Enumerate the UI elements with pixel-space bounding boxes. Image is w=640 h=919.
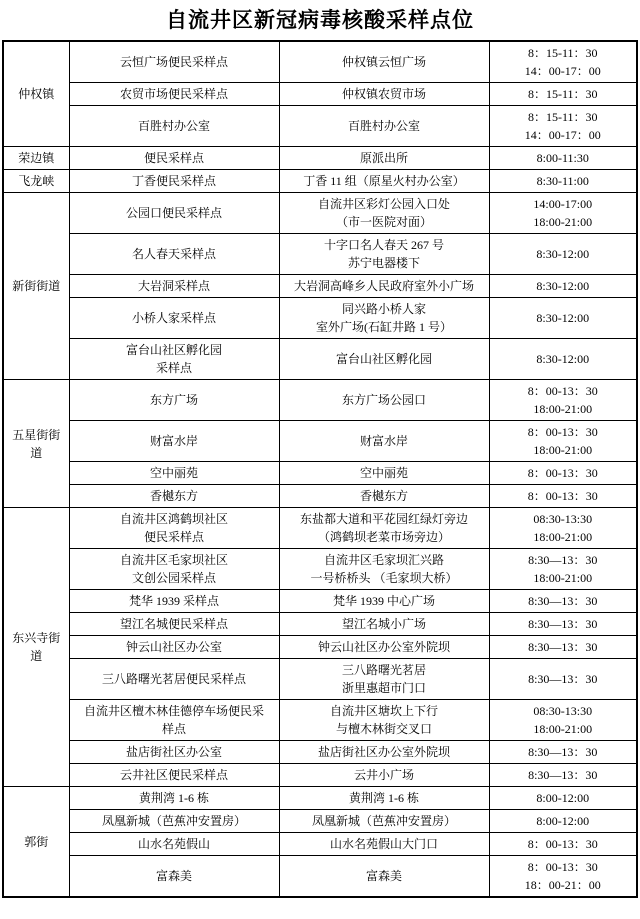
table-row <box>3 856 637 898</box>
address-line: 云井小广场 <box>353 768 414 783</box>
address-cell <box>279 508 489 549</box>
time-line: 8:00-11:30 <box>536 151 589 166</box>
sampling-points-table <box>2 40 638 898</box>
address-line: 自流井区彩灯公园入口处 <box>317 197 450 212</box>
time-cell <box>489 41 637 83</box>
address-cell <box>279 549 489 590</box>
address-cell <box>279 659 489 700</box>
address-line: 望江名城小广场 <box>341 617 426 632</box>
site-name-line: 钟云山社区办公室 <box>125 640 222 655</box>
time-cell <box>489 856 637 898</box>
time-line: 8:30—13：30 <box>528 640 598 655</box>
site-name-line: 山水名苑假山 <box>137 837 210 852</box>
table-row <box>3 170 637 193</box>
address-line: 丁香 11 组（原星火村办公室） <box>303 174 465 189</box>
address-line: 自流井区毛家坝汇兴路 <box>323 553 444 568</box>
time-cell <box>489 234 637 275</box>
address-cell <box>279 485 489 508</box>
time-line: 8:30-12:00 <box>536 247 590 262</box>
site-name-line: 梵华 1939 采样点 <box>128 594 219 609</box>
table-row <box>3 613 637 636</box>
site-name-line: 黄荆湾 1-6 栋 <box>139 791 209 806</box>
time-line: 8：15-11：30 <box>527 46 598 61</box>
time-line: 8:30-11:00 <box>536 174 589 189</box>
time-line: 8：15-11：30 <box>527 87 598 102</box>
district-cell: 东兴寺街道 <box>3 508 69 787</box>
site-name-cell <box>69 764 279 787</box>
district-cell: 新街街道 <box>3 193 69 380</box>
time-line: 8:00-12:00 <box>536 791 590 806</box>
site-name-line: 大岩洞采样点 <box>137 279 210 294</box>
site-name-cell <box>69 549 279 590</box>
time-line: 18:00-21:00 <box>533 530 593 545</box>
address-line: 梵华 1939 中心广场 <box>332 594 435 609</box>
time-cell <box>489 485 637 508</box>
address-line: （鸿鹤坝老菜市场旁边） <box>317 530 450 545</box>
time-line: 8:30—13：30 <box>528 768 598 783</box>
time-line: 08:30-13:30 <box>533 704 593 719</box>
address-line: 十字口名人春天 267 号 <box>323 238 444 253</box>
table-row <box>3 83 637 106</box>
time-line: 8：00-13：30 <box>527 860 598 875</box>
site-name-cell <box>69 787 279 810</box>
time-cell <box>489 741 637 764</box>
site-name-cell <box>69 193 279 234</box>
site-name-line: 采样点 <box>155 361 192 376</box>
site-name-cell <box>69 83 279 106</box>
time-line: 8:30—13：30 <box>528 594 598 609</box>
time-cell <box>489 810 637 833</box>
address-line: 富台山社区孵化园 <box>335 352 432 367</box>
site-name-line: 名人春天采样点 <box>131 247 216 262</box>
site-name-line: 样点 <box>161 722 186 737</box>
address-cell <box>279 380 489 421</box>
site-name-cell <box>69 810 279 833</box>
table-row <box>3 549 637 590</box>
address-line: 原派出所 <box>359 151 408 166</box>
table-row <box>3 764 637 787</box>
site-name-cell <box>69 298 279 339</box>
time-line: 8:30—13：30 <box>528 553 598 568</box>
time-line: 8:30—13：30 <box>528 617 598 632</box>
address-line: 东盐都大道和平花园红绿灯旁边 <box>299 512 468 527</box>
site-name-cell <box>69 700 279 741</box>
address-cell <box>279 833 489 856</box>
site-name-cell <box>69 106 279 147</box>
site-name-line: 凤凰新城（芭蕉冲安置房） <box>101 814 246 829</box>
time-line: 8：00-13：30 <box>527 837 598 852</box>
page-title: 自流井区新冠病毒核酸采样点位 <box>166 8 474 32</box>
table-row <box>3 833 637 856</box>
time-cell <box>489 659 637 700</box>
time-cell <box>489 833 637 856</box>
table-row <box>3 787 637 810</box>
time-cell <box>489 508 637 549</box>
time-line: 8：15-11：30 <box>527 110 598 125</box>
address-cell <box>279 83 489 106</box>
table-row <box>3 339 637 380</box>
site-name-cell <box>69 485 279 508</box>
district-cell: 荣边镇 <box>3 147 69 170</box>
address-line: 空中丽苑 <box>359 466 408 481</box>
site-name-line: 文创公园采样点 <box>131 571 216 586</box>
time-line: 18：00-21：00 <box>524 878 601 893</box>
time-cell <box>489 339 637 380</box>
address-line: 富森美 <box>365 869 402 884</box>
address-line: 室外广场(石缸井路 1 号） <box>316 320 452 335</box>
time-cell <box>489 764 637 787</box>
address-line: 仲权镇云恒广场 <box>341 55 426 70</box>
site-name-cell <box>69 741 279 764</box>
table-row <box>3 508 637 549</box>
site-name-line: 便民采样点 <box>143 530 204 545</box>
address-line: 盐店街社区办公室外院坝 <box>317 745 450 760</box>
address-cell <box>279 700 489 741</box>
time-line: 8:00-12:00 <box>536 814 590 829</box>
site-name-cell <box>69 856 279 898</box>
time-cell <box>489 147 637 170</box>
address-cell <box>279 41 489 83</box>
table-row <box>3 590 637 613</box>
site-name-cell <box>69 833 279 856</box>
table-row <box>3 147 637 170</box>
address-cell <box>279 856 489 898</box>
time-cell <box>489 787 637 810</box>
address-cell <box>279 462 489 485</box>
address-line: 山水名苑假山大门口 <box>329 837 438 852</box>
table-row <box>3 275 637 298</box>
time-line: 18:00-21:00 <box>533 722 593 737</box>
site-name-line: 三八路曙光茗居便民采样点 <box>101 672 246 687</box>
site-name-line: 农贸市场便民采样点 <box>119 87 228 102</box>
site-name-line: 盐店街社区办公室 <box>125 745 222 760</box>
address-cell <box>279 147 489 170</box>
site-name-line: 丁香便民采样点 <box>131 174 216 189</box>
site-name-line: 小桥人家采样点 <box>131 311 216 326</box>
address-line: 钟云山社区办公室外院坝 <box>317 640 450 655</box>
site-name-line: 空中丽苑 <box>149 466 198 481</box>
site-name-cell <box>69 147 279 170</box>
time-cell <box>489 700 637 741</box>
site-name-cell <box>69 41 279 83</box>
address-line: 大岩洞高峰乡人民政府室外小广场 <box>293 279 474 294</box>
address-line: 浙里惠超市门口 <box>341 681 426 696</box>
address-line: 凤凰新城（芭蕉冲安置房） <box>311 814 456 829</box>
table-row <box>3 485 637 508</box>
time-cell <box>489 462 637 485</box>
time-line: 14:00-17:00 <box>533 197 593 212</box>
site-name-cell <box>69 636 279 659</box>
time-cell <box>489 421 637 462</box>
table-row <box>3 659 637 700</box>
site-name-line: 富森美 <box>155 869 192 884</box>
time-line: 18:00-21:00 <box>533 402 593 417</box>
address-line: 财富水岸 <box>359 434 408 449</box>
site-name-line: 东方广场 <box>149 393 198 408</box>
site-name-cell <box>69 339 279 380</box>
time-cell <box>489 275 637 298</box>
time-cell <box>489 380 637 421</box>
address-cell <box>279 106 489 147</box>
district-cell: 郭街 <box>3 787 69 898</box>
site-name-cell <box>69 659 279 700</box>
site-name-line: 香樾东方 <box>149 489 198 504</box>
site-name-cell <box>69 462 279 485</box>
address-cell <box>279 590 489 613</box>
address-cell <box>279 636 489 659</box>
site-name-line: 富台山社区孵化园 <box>125 343 222 358</box>
address-cell <box>279 298 489 339</box>
site-name-cell <box>69 508 279 549</box>
time-line: 14：00-17：00 <box>524 64 601 79</box>
address-cell <box>279 275 489 298</box>
site-name-cell <box>69 234 279 275</box>
address-cell <box>279 787 489 810</box>
address-line: 同兴路小桥人家 <box>341 302 426 317</box>
site-name-cell <box>69 421 279 462</box>
site-name-cell <box>69 613 279 636</box>
time-line: 08:30-13:30 <box>533 512 593 527</box>
site-name-line: 自流井区鸿鹤坝社区 <box>119 512 228 527</box>
table-row <box>3 41 637 83</box>
sampling-points-table-body <box>3 41 637 897</box>
site-name-line: 望江名城便民采样点 <box>119 617 228 632</box>
site-name-line: 百胜村办公室 <box>137 119 210 134</box>
time-line: 8:30—13：30 <box>528 672 598 687</box>
table-row <box>3 298 637 339</box>
address-line: 东方广场公园口 <box>341 393 426 408</box>
address-line: 一号桥桥头 （毛家坝大桥） <box>310 571 458 586</box>
site-name-line: 便民采样点 <box>143 151 204 166</box>
address-line: 与檀木林街交叉口 <box>335 722 432 737</box>
table-row <box>3 234 637 275</box>
time-line: 8：00-13：30 <box>527 466 598 481</box>
address-cell <box>279 170 489 193</box>
time-line: 18:00-21:00 <box>533 571 593 586</box>
time-cell <box>489 193 637 234</box>
time-cell <box>489 636 637 659</box>
time-cell <box>489 106 637 147</box>
site-name-cell <box>69 380 279 421</box>
address-cell <box>279 741 489 764</box>
site-name-line: 自流井区毛家坝社区 <box>119 553 228 568</box>
site-name-cell <box>69 170 279 193</box>
address-cell <box>279 764 489 787</box>
time-line: 8:30-12:00 <box>536 352 590 367</box>
time-line: 18:00-21:00 <box>533 215 593 230</box>
address-cell <box>279 421 489 462</box>
district-cell: 仲权镇 <box>3 41 69 147</box>
site-name-cell <box>69 275 279 298</box>
site-name-line: 云恒广场便民采样点 <box>119 55 228 70</box>
address-cell <box>279 613 489 636</box>
time-cell <box>489 590 637 613</box>
site-name-line: 公园口便民采样点 <box>125 206 222 221</box>
table-row <box>3 636 637 659</box>
time-line: 14：00-17：00 <box>524 128 601 143</box>
time-cell <box>489 613 637 636</box>
time-line: 18:00-21:00 <box>533 443 593 458</box>
table-row <box>3 462 637 485</box>
time-line: 8：00-13：30 <box>527 489 598 504</box>
address-cell <box>279 339 489 380</box>
site-name-cell <box>69 590 279 613</box>
address-cell <box>279 193 489 234</box>
time-cell <box>489 170 637 193</box>
table-row <box>3 741 637 764</box>
address-line: 香樾东方 <box>359 489 408 504</box>
address-line: 苏宁电器楼下 <box>347 256 420 271</box>
time-line: 8:30-12:00 <box>536 279 590 294</box>
time-cell <box>489 549 637 590</box>
table-row <box>3 700 637 741</box>
address-line: （市一医院对面） <box>335 215 432 230</box>
time-line: 8:30-12:00 <box>536 311 590 326</box>
table-row <box>3 106 637 147</box>
table-row <box>3 421 637 462</box>
time-line: 8：00-13：30 <box>527 425 598 440</box>
address-cell <box>279 234 489 275</box>
address-cell <box>279 810 489 833</box>
address-line: 仲权镇农贸市场 <box>341 87 426 102</box>
time-line: 8:30—13：30 <box>528 745 598 760</box>
time-line: 8：00-13：30 <box>527 384 598 399</box>
site-name-line: 自流井区檀木林佳德停车场便民采 <box>83 704 264 719</box>
site-name-line: 财富水岸 <box>149 434 198 449</box>
time-cell <box>489 83 637 106</box>
table-row <box>3 193 637 234</box>
address-line: 三八路曙光茗居 <box>341 663 426 678</box>
address-line: 黄荆湾 1-6 栋 <box>349 791 419 806</box>
address-line: 自流井区塘坎上下行 <box>329 704 438 719</box>
district-cell: 五星街街道 <box>3 380 69 508</box>
time-cell <box>489 298 637 339</box>
site-name-line: 云井社区便民采样点 <box>119 768 228 783</box>
table-row <box>3 380 637 421</box>
table-row <box>3 810 637 833</box>
address-line: 百胜村办公室 <box>347 119 420 134</box>
district-cell: 飞龙峡 <box>3 170 69 193</box>
